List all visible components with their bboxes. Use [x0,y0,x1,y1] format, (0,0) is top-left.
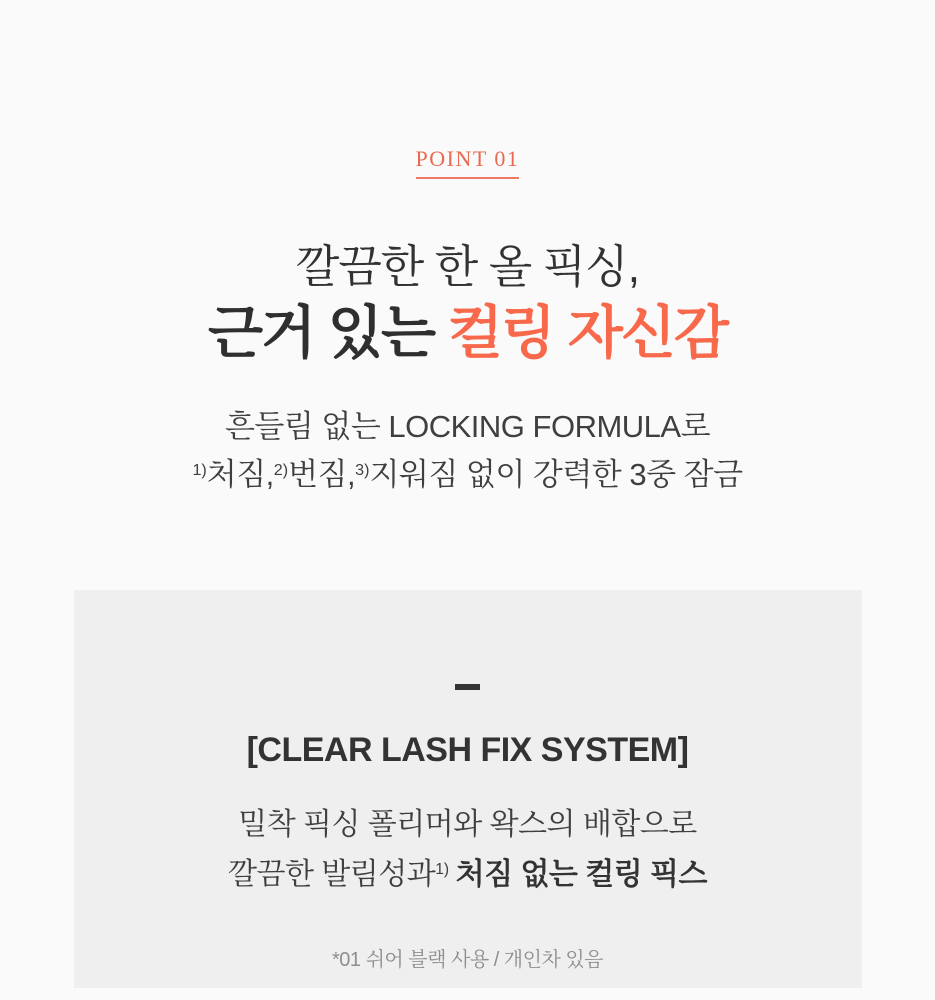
divider-dash [455,684,480,690]
point-label: POINT 01 [416,148,520,179]
footnote-marker-1: 1) [192,461,207,480]
info-box-desc-line-2 [74,850,862,900]
subtext-line-1: 흔들림 없는 LOCKING FORMULA로 [224,409,711,445]
headline-line-2-accent: 컬링 자신감 [447,300,728,365]
subtext-line-2-seg-3: 지워짐 없이 강력한 3중 잠금 [369,457,743,493]
subtext-line-2 [0,451,935,499]
footnote-marker-desc: 1) [435,861,450,879]
info-box-desc-line-1: 밀착 픽싱 폴리머와 왁스의 배합으로 [238,808,697,842]
info-box-title: [CLEAR LASH FIX SYSTEM] [246,731,689,770]
subtext-block [0,403,935,499]
footnote-marker-2: 2) [273,461,289,480]
info-box-desc-line-2-normal: 깔끔한 발림성과 [227,857,436,891]
info-box-description [74,800,862,899]
headline-line-2-dark: 근거 있는 [207,300,448,365]
clear-lash-fix-info-box [74,590,862,988]
footnote-marker-3: 3) [355,461,370,480]
info-box-desc-line-2-bold: 처짐 없는 컬링 픽스 [455,857,708,891]
headline-line-1: 깔끔한 한 올 픽싱, [295,241,640,292]
info-box-footnote: *01 쉬어 블랙 사용 / 개인차 있음 [332,949,603,972]
point-label-wrap [0,148,935,179]
subtext-line-2-seg-1: 처짐, [206,457,274,493]
headline-line-2 [0,299,935,367]
subtext-line-2-seg-2: 번짐, [288,457,356,493]
